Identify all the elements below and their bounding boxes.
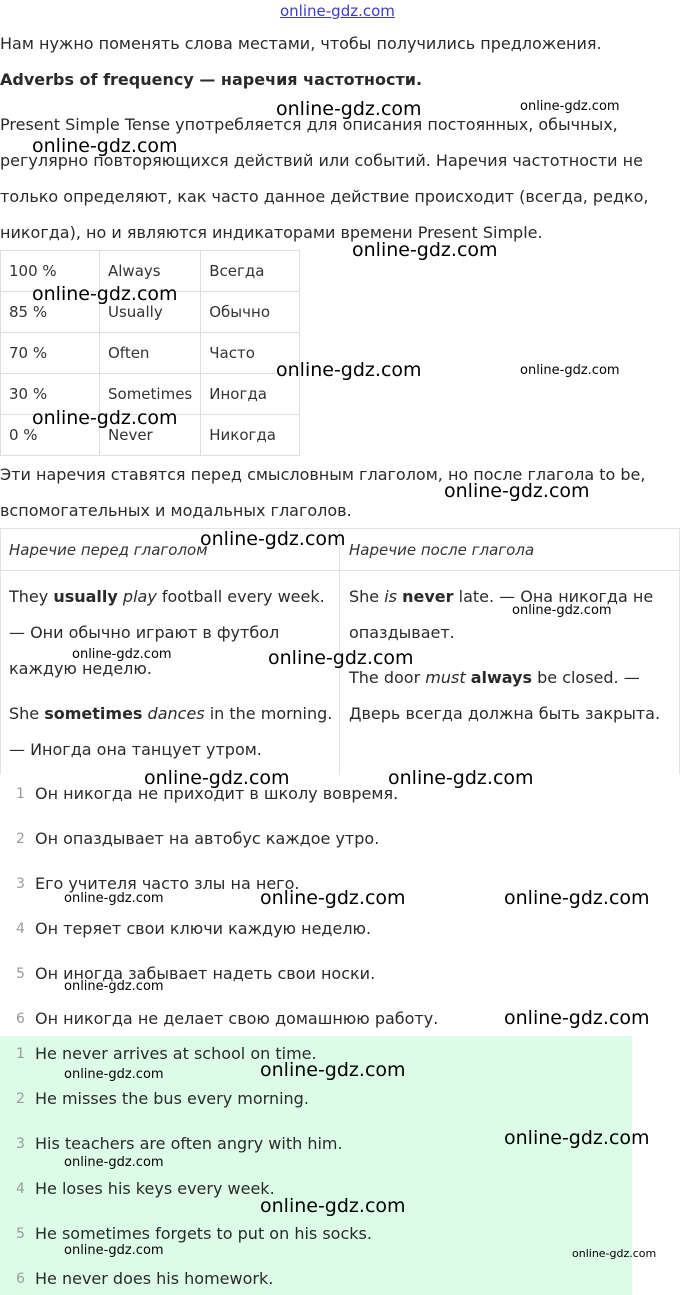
- answer-number: 6: [16, 1271, 25, 1287]
- watermark: online-gdz.com: [520, 99, 620, 114]
- task-text: Он иногда забывает надеть свои носки.: [35, 964, 376, 983]
- placement-note-line: Эти наречия ставятся перед смысловным глаголом, но после глагола to be,: [0, 465, 646, 484]
- answer-text: He misses the bus every morning.: [35, 1089, 309, 1108]
- task-text: Он опаздывает на автобус каждое утро.: [35, 829, 380, 848]
- answer-text: He never does his homework.: [35, 1269, 274, 1288]
- task-number: 3: [16, 876, 25, 892]
- watermark: online-gdz.com: [260, 1059, 406, 1081]
- english-cell: Often: [100, 333, 201, 374]
- english-cell: Always: [100, 251, 201, 292]
- adverb: always: [470, 668, 533, 687]
- watermark: online-gdz.com: [72, 647, 172, 662]
- adverb: sometimes: [44, 704, 143, 723]
- task-number: 6: [16, 1011, 25, 1027]
- example-sentence: [349, 668, 640, 687]
- watermark: online-gdz.com: [388, 767, 534, 789]
- watermark: online-gdz.com: [32, 283, 178, 305]
- watermark: online-gdz.com: [260, 1195, 406, 1217]
- example-part: late. — Она никогда не: [453, 587, 654, 606]
- percent-cell: 100 %: [1, 251, 100, 292]
- example-part: She: [9, 704, 45, 723]
- english-cell: Usually: [100, 292, 201, 333]
- verb: is: [384, 587, 398, 606]
- example-part: football every week.: [156, 587, 325, 606]
- watermark: online-gdz.com: [504, 1127, 650, 1149]
- task-text: Он теряет свои ключи каждую неделю.: [35, 919, 372, 938]
- watermark: online-gdz.com: [512, 603, 612, 618]
- verb: play: [122, 587, 157, 606]
- example-part: She: [349, 587, 385, 606]
- adverb: never: [402, 587, 454, 606]
- example-part: in the morning.: [204, 704, 333, 723]
- example-translation: каждую неделю.: [9, 659, 152, 678]
- site-link[interactable]: online-gdz.com: [280, 2, 395, 20]
- watermark: online-gdz.com: [504, 887, 650, 909]
- header-after-verb: Наречие после глагола: [349, 541, 535, 559]
- percent-cell: 85 %: [1, 292, 100, 333]
- section-heading: [0, 70, 422, 89]
- answer-text: He loses his keys every week.: [35, 1179, 275, 1198]
- watermark: online-gdz.com: [260, 887, 406, 909]
- heading-dot: .: [415, 70, 423, 89]
- answer-number: 1: [16, 1046, 25, 1062]
- russian-cell: Часто: [201, 333, 300, 374]
- watermark: online-gdz.com: [32, 407, 178, 429]
- percent-cell: 70 %: [1, 333, 100, 374]
- russian-cell: Обычно: [201, 292, 300, 333]
- answer-number: 2: [16, 1091, 25, 1107]
- answer-text: He sometimes forgets to put on his socks.: [35, 1224, 372, 1243]
- russian-cell: Иногда: [201, 374, 300, 415]
- answer-number: 3: [16, 1136, 25, 1152]
- watermark: online-gdz.com: [276, 359, 422, 381]
- watermark: online-gdz.com: [200, 528, 346, 550]
- heading-text: Adverbs of frequency — наречия частотности: [0, 70, 416, 89]
- russian-cell: Никогда: [201, 415, 300, 456]
- table-row: [1, 333, 300, 374]
- paragraph-line: регулярно повторяющихся действий или событий. Наречия частотности не: [0, 151, 643, 170]
- answer-number: 5: [16, 1226, 25, 1242]
- task-number: 1: [16, 786, 25, 802]
- instruction-text: Нам нужно поменять слова местами, чтобы получились предложения.: [0, 34, 602, 53]
- watermark: online-gdz.com: [520, 363, 620, 378]
- task-number: 5: [16, 966, 25, 982]
- example-translation: опаздывает.: [349, 623, 455, 642]
- russian-cell: Всегда: [201, 251, 300, 292]
- task-text: Его учителя часто злы на него.: [35, 874, 300, 893]
- example-translation: Дверь всегда должна быть закрыта.: [349, 704, 661, 723]
- answer-text: His teachers are often angry with him.: [35, 1134, 343, 1153]
- watermark: online-gdz.com: [64, 1155, 164, 1170]
- example-part: be closed. —: [532, 668, 640, 687]
- example-sentence: [9, 587, 325, 606]
- adverb: usually: [53, 587, 118, 606]
- answer-number: 4: [16, 1181, 25, 1197]
- example-sentence: [9, 704, 332, 723]
- answer-text: He never arrives at school on time.: [35, 1044, 317, 1063]
- paragraph-line: никогда), но и являются индикаторами времени Present Simple.: [0, 223, 543, 242]
- task-number: 2: [16, 831, 25, 847]
- percent-cell: 30 %: [1, 374, 100, 415]
- header-before-verb: Наречие перед глаголом: [9, 541, 208, 559]
- watermark: online-gdz.com: [144, 767, 290, 789]
- watermark: online-gdz.com: [64, 891, 164, 906]
- watermark: online-gdz.com: [504, 1007, 650, 1029]
- task-text: Он никогда не приходит в школу вовремя.: [35, 784, 399, 803]
- paragraph-line: только определяют, как часто данное действие происходит (всегда, редко,: [0, 187, 649, 206]
- watermark: online-gdz.com: [64, 979, 164, 994]
- watermark: online-gdz.com: [572, 1247, 657, 1260]
- watermark: online-gdz.com: [268, 647, 414, 669]
- watermark: online-gdz.com: [64, 1067, 164, 1082]
- verb: must: [425, 668, 466, 687]
- watermark: online-gdz.com: [352, 239, 498, 261]
- placement-note-line: вспомогательных и модальных глаголов.: [0, 501, 352, 520]
- example-translation: — Они обычно играют в футбол: [9, 623, 280, 642]
- watermark: online-gdz.com: [444, 480, 590, 502]
- example-part: The door: [349, 668, 426, 687]
- watermark: online-gdz.com: [276, 98, 422, 120]
- example-part: They: [9, 587, 54, 606]
- verb: dances: [147, 704, 205, 723]
- paragraph-line: Present Simple Tense употребляется для описания постоянных, обычных,: [0, 115, 618, 134]
- header-divider: [1, 570, 680, 571]
- english-cell: Sometimes: [100, 374, 201, 415]
- task-text: Он никогда не делает свою домашнюю работу.: [35, 1009, 439, 1028]
- percent-cell: 0 %: [1, 415, 100, 456]
- watermark: online-gdz.com: [32, 135, 178, 157]
- task-number: 4: [16, 921, 25, 937]
- english-cell: Never: [100, 415, 201, 456]
- example-translation: — Иногда она танцует утром.: [9, 740, 262, 759]
- watermark: online-gdz.com: [64, 1243, 164, 1258]
